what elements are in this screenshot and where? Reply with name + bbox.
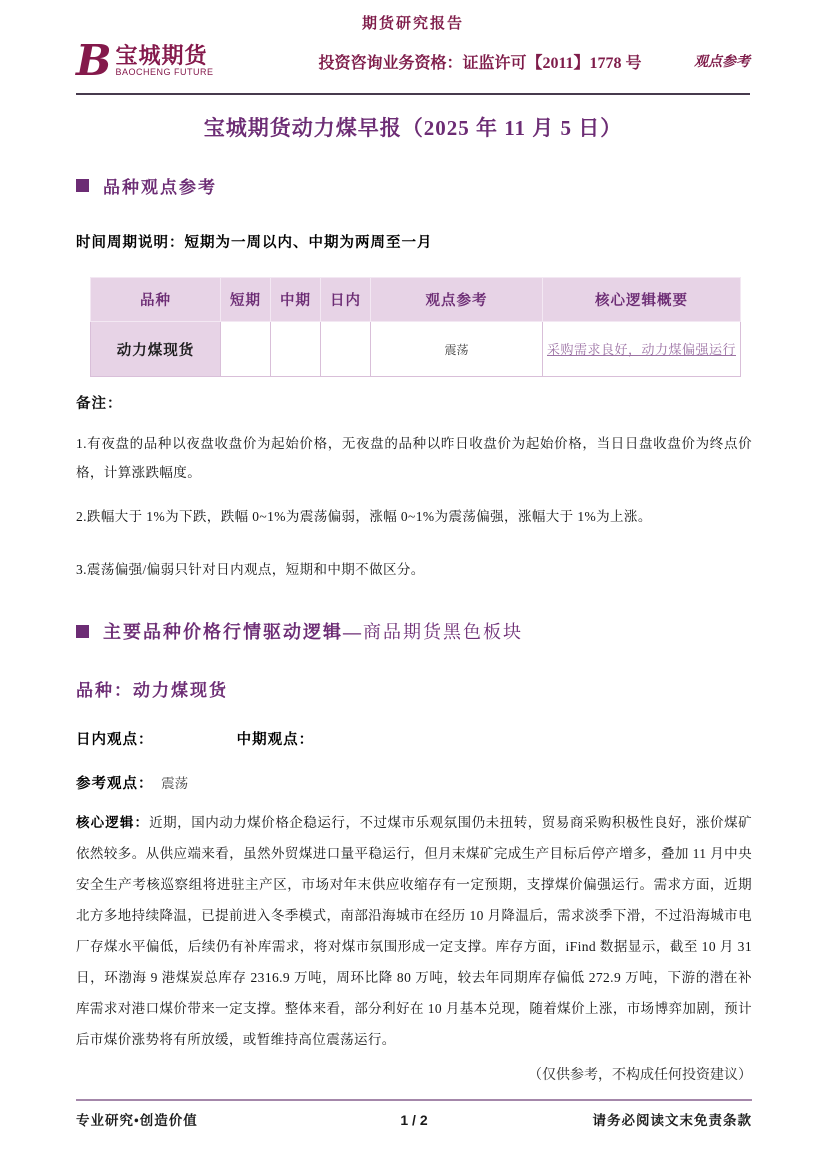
variety-title: 品种：动力煤现货 <box>76 681 228 701</box>
col-header-variety: 品种 <box>91 278 221 322</box>
views-line <box>76 728 750 749</box>
note-item-2: 2.跌幅大于 1%为下跌，跌幅 0~1%为震荡偏弱，涨幅 0~1%为震荡偏强，涨幅大于 1%为上涨。 <box>76 509 652 525</box>
reference-view-label: 参考观点： <box>76 776 154 793</box>
cell-intraday <box>321 322 371 377</box>
page-title: 宝城期货动力煤早报（2025 年 11 月 5 日） <box>203 116 623 140</box>
page-footer <box>76 1099 752 1129</box>
section-driver-logic-heading <box>76 618 750 644</box>
core-logic-paragraph <box>76 807 752 1055</box>
col-header-intraday: 日内 <box>321 278 371 322</box>
square-bullet-icon <box>76 625 89 638</box>
logic-summary-link[interactable]: 采购需求良好，动力煤偏强运行 <box>546 342 736 357</box>
intraday-view-label: 日内观点： <box>76 732 154 749</box>
period-explanation: 时间周期说明：短期为一周以内、中期为两周至一月 <box>76 235 433 251</box>
core-logic-label: 核心逻辑： <box>76 815 150 831</box>
variety-view-table <box>90 277 741 377</box>
qualification-text: 投资咨询业务资格：证监许可【2011】1778 号 <box>318 54 642 72</box>
header-row <box>76 35 750 87</box>
footer-slogan: 专业研究•创造价值 <box>76 1113 198 1128</box>
reference-view-line <box>76 772 750 793</box>
logo-name-en: BAOCHENG FUTURE <box>115 67 214 77</box>
baocheng-logo <box>76 36 262 85</box>
notes-label: 备注： <box>76 396 123 412</box>
table-header-row <box>91 278 741 322</box>
section-variety-views-heading <box>76 173 750 198</box>
footer-page-number: 1 / 2 <box>400 1112 428 1128</box>
logo-names <box>116 45 214 77</box>
cell-view: 震荡 <box>371 322 543 377</box>
section2-heading-bold: 主要品种价格行情驱动逻辑— <box>103 622 363 643</box>
note-item-3: 3.震荡偏强/偏弱只针对日内观点，短期和中期不做区分。 <box>76 562 425 578</box>
logo-name-cn: 宝城期货 <box>115 43 208 68</box>
corner-label: 观点参考 <box>694 55 750 70</box>
cell-variety: 动力煤现货 <box>91 322 221 377</box>
cell-short-term <box>221 322 271 377</box>
col-header-short-term: 短期 <box>221 278 271 322</box>
core-logic-text: 近期，国内动力煤价格企稳运行，不过煤市乐观氛围仍未扭转，贸易商采购积极性良好，涨价煤矿依然较多。从供应端来看，虽然外贸煤进口量平稳运行，但月末煤矿完成生产目标后停产增多，叠加 11 月中央安全生产考核巡察组将进驻主产区，市场对年末供应收缩存有一定预期，支撑煤价偏强运行。需求方面，近期北方多地持续降温，已提前进入冬季模式，南部沿海城市在经历 10 月降温后，需求淡季下滑，不过沿海城市电厂存煤水平偏低，后续仍有补库需求，将对煤市氛围形成一定支撑。库存方面，iFind 数据显示，截至 10 月 31 日，环渤海 9 港煤炭总库存 2316.9 万吨，周环比降 80 万吨，较去年同期库存偏低 272.9 万吨，下游的潜在补库需求对港口煤价带来一定支撑。整体来看，部分利好在 10 月基本兑现，随着煤价上涨，市场博弈加剧，预计后市煤价涨势将有所放缓，或暂维持高位震荡运行。 <box>76 815 753 1048</box>
note-item-1: 1.有夜盘的品种以夜盘收盘价为起始价格，无夜盘的品种以昨日收盘价为起始价格，当日日盘收盘价为终点价格，计算涨跌幅度。 <box>76 436 752 481</box>
disclaimer-note: （仅供参考，不构成任何投资建议） <box>528 1066 752 1083</box>
logo-b-icon: B <box>76 36 112 85</box>
col-header-view: 观点参考 <box>371 278 543 322</box>
reference-view-value: 震荡 <box>161 776 189 792</box>
col-header-logic-summary: 核心逻辑概要 <box>543 278 741 322</box>
section2-heading-normal: 商品期货黑色板块 <box>363 622 523 643</box>
section1-heading-text: 品种观点参考 <box>103 178 217 197</box>
cell-logic-summary <box>543 322 741 377</box>
table-row <box>91 322 741 377</box>
header-divider <box>76 93 750 95</box>
col-header-mid-term: 中期 <box>271 278 321 322</box>
square-bullet-icon <box>76 179 89 192</box>
report-type-label: 期货研究报告 <box>361 16 464 32</box>
cell-mid-term <box>271 322 321 377</box>
mid-view-label: 中期观点： <box>236 732 315 749</box>
footer-disclaimer-reminder: 请务必阅读文末免责条款 <box>592 1113 752 1128</box>
